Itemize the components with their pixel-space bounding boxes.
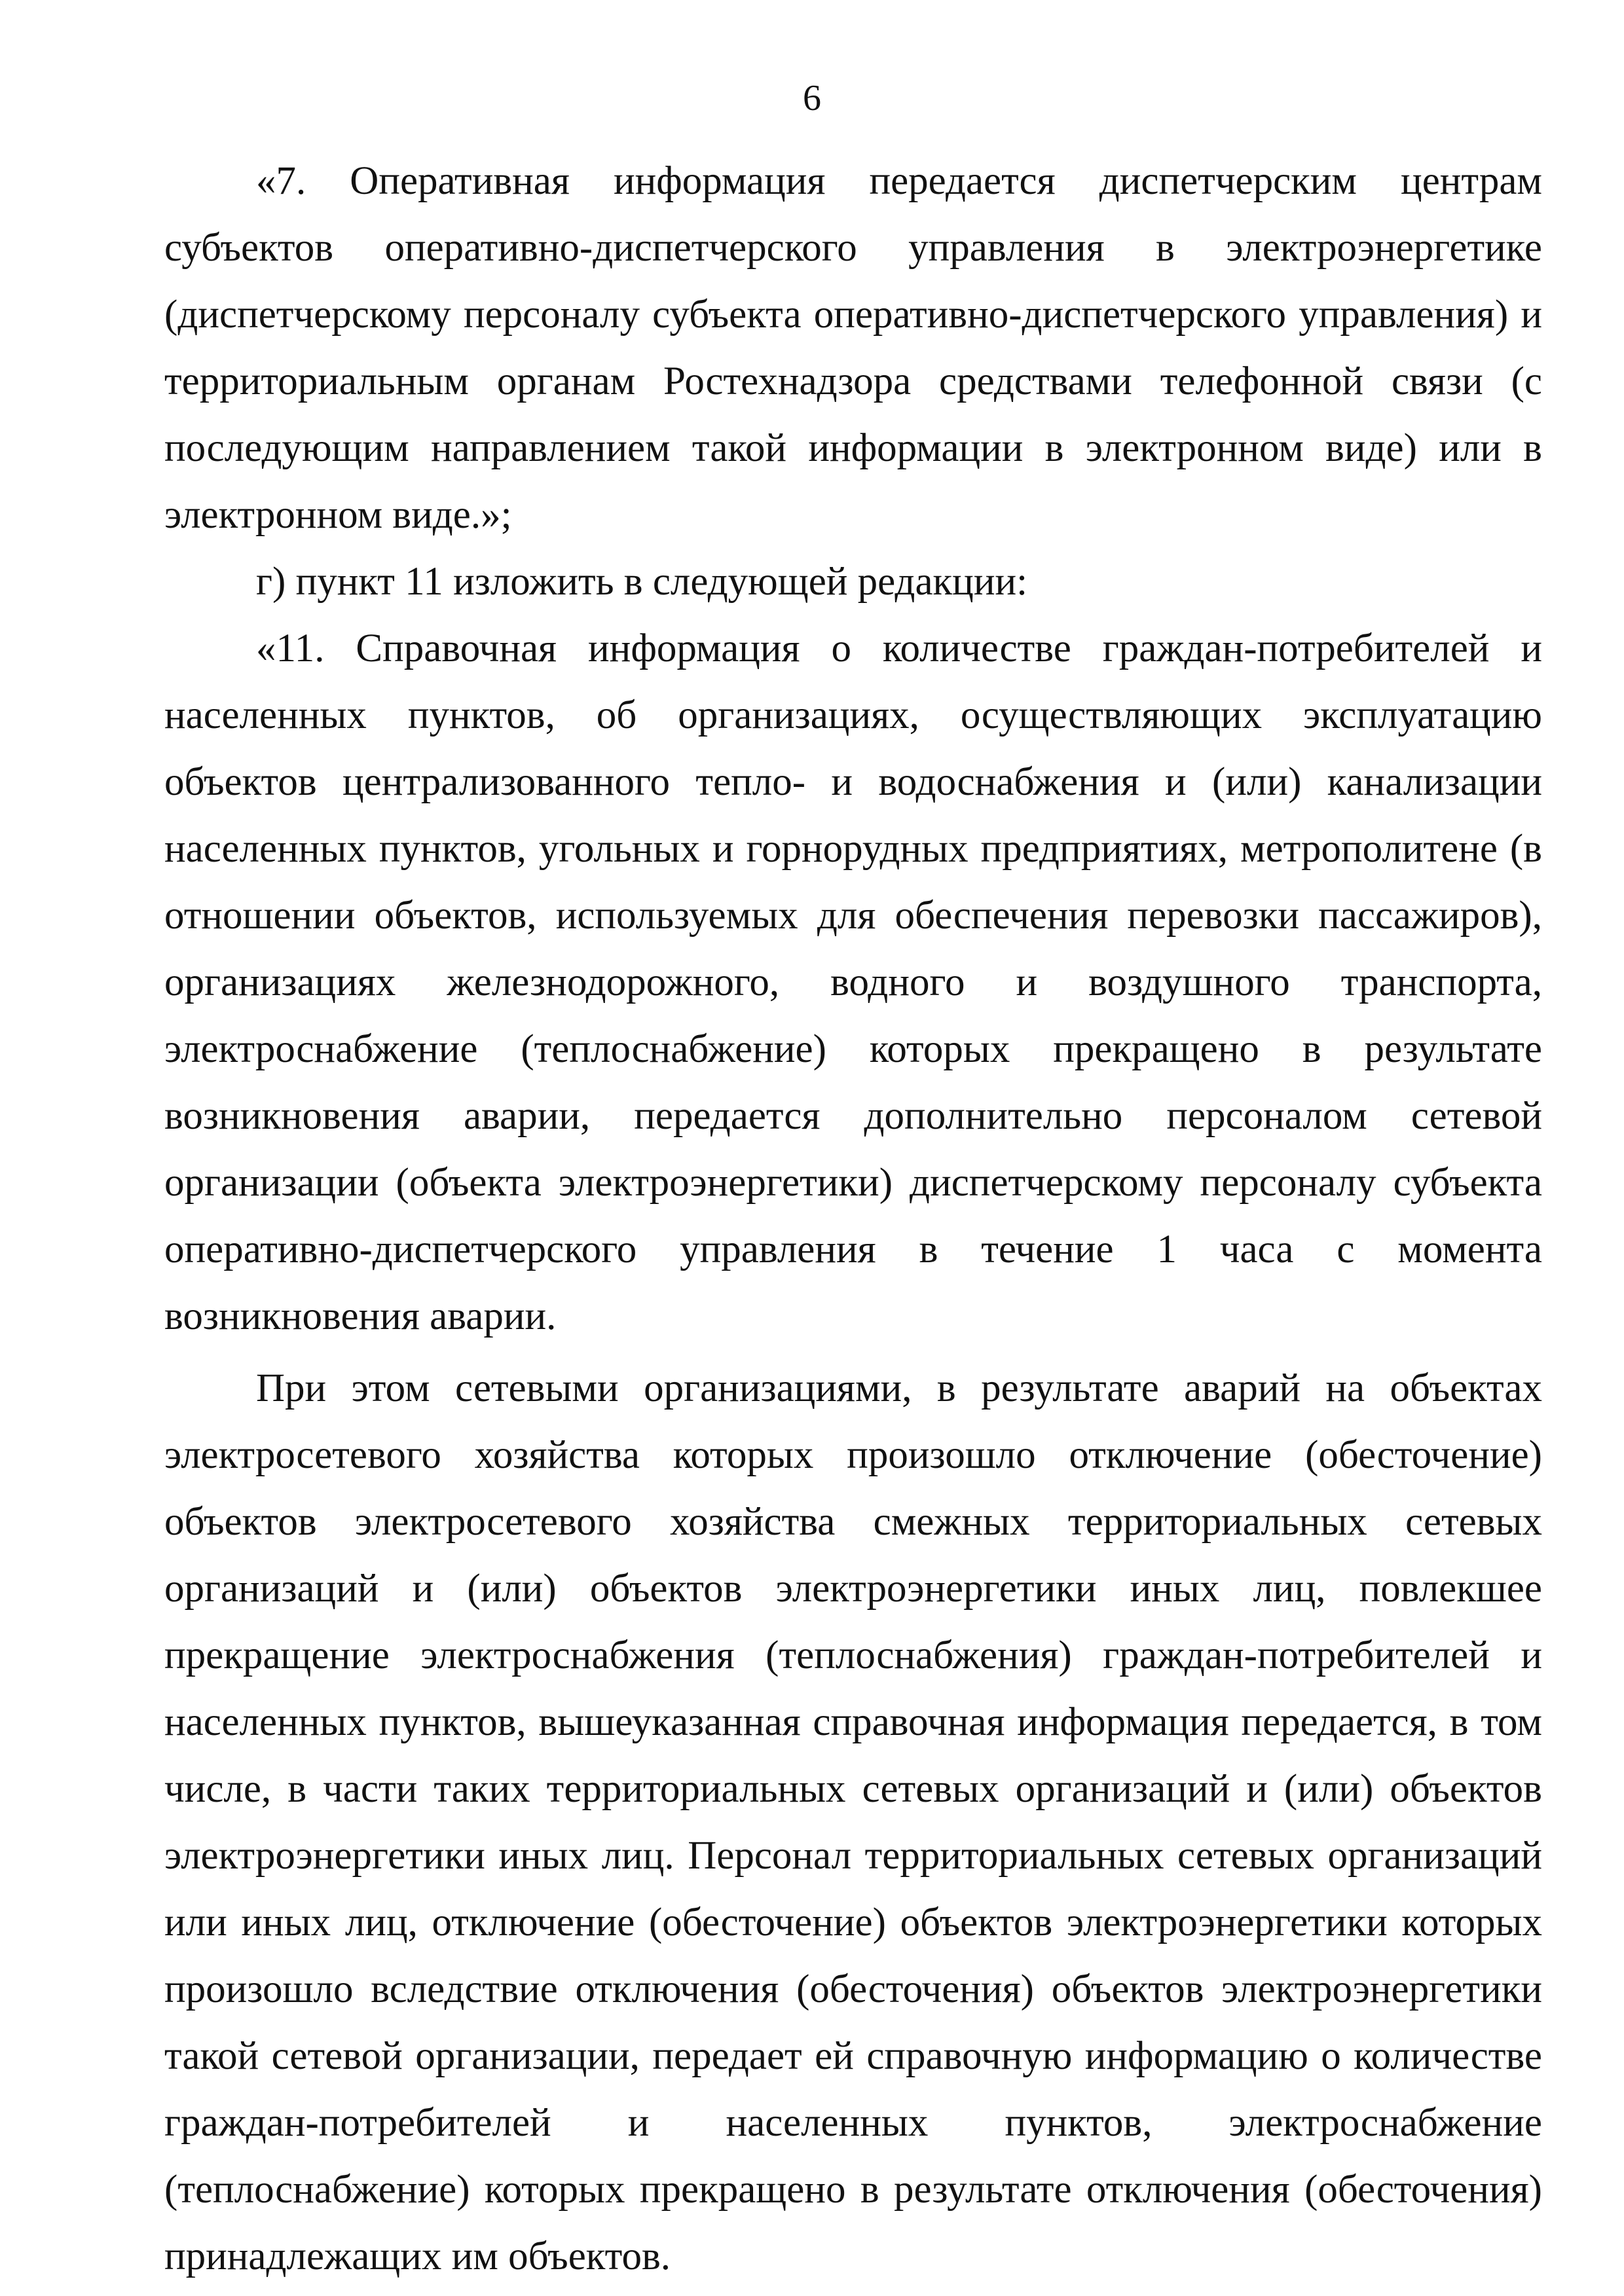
paragraph-item-11: «11. Справочная информация о количестве граждан-потребителей и населенных пунктов, об организациях, осуществляющих эксплуатацию объектов централизованного тепло- и водоснабжения и (или) канализации населенных пунктов, угольных и горнорудных предприятиях, метрополитене (в отношении объектов, используемых для обеспечения перевозки пассажиров), организациях железнодорожного, водного и воздушного транспорта, электроснабжение (теплоснабжение) которых прекращено в результате возникновения аварии, передается дополнительно персоналом сетевой организации (объекта электроэнергетики) диспетчерскому персоналу субъекта оперативно-диспетчерского управления в течение 1 часа с момента возникновения аварии. — [164, 627, 1542, 1338]
paragraph-item-7: «7. Оперативная информация передается диспетчерским центрам субъектов оперативно-диспетчерского управления в электроэнергетике (диспетчерскому персоналу субъекта оперативно-диспетчерского управления) и территориальным органам Ростехнадзора средствами телефонной связи (с последующим направлением такой информации в электронном виде) или в электронном виде.»; — [164, 159, 1542, 537]
document-body — [164, 148, 1542, 2290]
paragraph-amendment-g: г) пункт 11 изложить в следующей редакции: — [256, 560, 1028, 604]
page-number: 6 — [803, 78, 821, 118]
paragraph-network-organizations: При этом сетевыми организациями, в результате аварий на объектах электросетевого хозяйства которых произошло отключение (обесточение) объектов электросетевого хозяйства смежных территориальных сетевых организаций и (или) объектов электроэнергетики иных лиц, повлекшее прекращение электроснабжения (теплоснабжения) граждан-потребителей и населенных пунктов, вышеуказанная справочная информация передается, в том числе, в части таких территориальных сетевых организаций и (или) объектов электроэнергетики иных лиц. Персонал территориальных сетевых организаций или иных лиц, отключение (обесточение) объектов электроэнергетики которых произошло вследствие отключения (обесточения) объектов электроэнергетики такой сетевой организации, передает ей справочную информацию о количестве граждан-потребителей и населенных пунктов, электроснабжение (теплоснабжение) которых прекращено в результате отключения (обесточения) принадлежащих им объектов. — [164, 1366, 1542, 2278]
